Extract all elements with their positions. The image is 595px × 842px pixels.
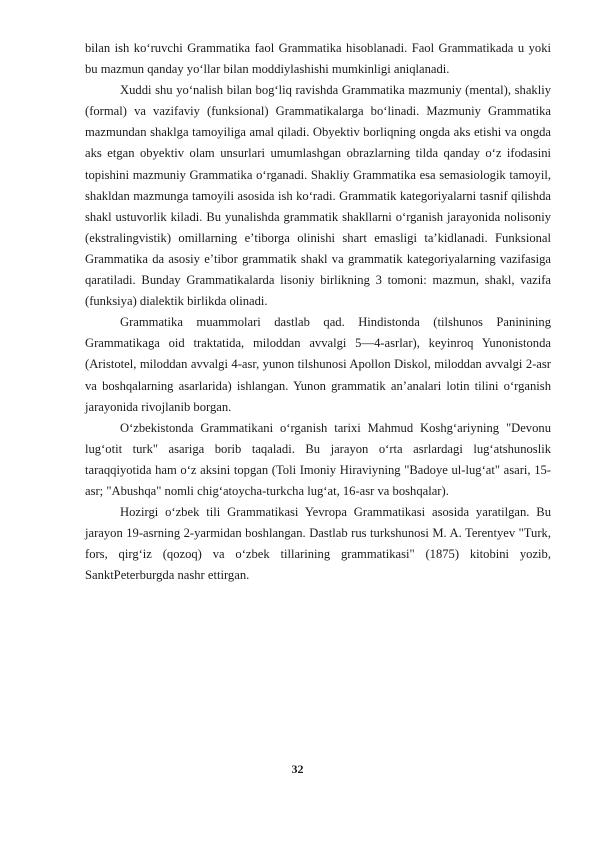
paragraph-grammar-types: Xuddi shu yoʻnalish bilan bogʻliq ravishda Grammatika mazmuniy (mental), shakliy (formal) va vazifaviy (funksional) Grammatikalarga boʻlinadi. Mazmuniy Grammatika mazmundan shaklga tamoyiliga amal qiladi. Obyektiv borliqning ongda aks etishi va ongda aks etgan obyektiv olam unsurlari umumlashgan obrazlarning tilda qanday oʻz ifodasini topishini mazmuniy Grammatika oʻrganadi. Shakliy Grammatika esa semasiologik tamoyil, shakldan mazmunga tamoyili asosida ish koʻradi. Grammatik kategoriyalarni tasnif qilishda shakl ustuvorlik kiladi. Bu yunalishda grammatik shakllarni oʻrganish jarayonida nolisoniy (ekstralingvistik) omillarning eʼtiborga olinishi shart emasligi taʼkidlanadi. Funksional Grammatika da asosiy eʼtibor grammatik shakl va grammatik kategoriyalarning vazifasiga qaratiladi. Bunday Grammatikalarda lisoniy birlikning 3 tomoni: mazmun, shakl, vazifa (funksiya) dialektik birlikda olinadi. <box>85 83 551 309</box>
document-page <box>85 38 551 586</box>
paragraph-modern-uzbek: Hozirgi oʻzbek tili Grammatikasi Yevropa Grammatikasi asosida yaratilgan. Bu jarayon 19-asrning 2-yarmidan boshlangan. Dastlab rus turkshunosi M. A. Terentyev "Turk, fors, qirgʻiz (qozoq) va oʻzbek tillarining grammatikasi" (1875) kitobini yozib, SanktPeterburgda nashr ettirgan. <box>85 505 551 583</box>
paragraph-grammar-history: Grammatika muammolari dastlab qad. Hindistonda (tilshunos Paninining Grammatikaga oid traktatida, miloddan avvalgi 5—4-asrlar), keyinroq Yunonistonda (Aristotel, miloddan avvalgi 4-asr, yunon tilshunosi Apollon Diskol, miloddan avvalgi 2-asr va boshqalarning asarlarida) ishlangan. Yunon grammatik anʼanalari lotin tilini oʻrganish jarayonida rivojlanib borgan. <box>85 315 551 414</box>
paragraph-uzbekistan-history: Oʻzbekistonda Grammatikani oʻrganish tarixi Mahmud Koshgʻariyning "Devonu lugʻotit turk" asariga borib taqaladi. Bu jarayon oʻrta asrlardagi lugʻatshunoslik taraqqiyotida ham oʻz aksini topgan (Toli Imoniy Hiraviyning "Badoye ul-lugʻat" asari, 15-asr; "Abushqa" nomli chigʻatoycha-turkcha lugʻat, 16-asr va boshqalar). <box>85 420 551 498</box>
page-number: 32 <box>291 762 304 776</box>
paragraph-continuation: bilan ish koʻruvchi Grammatika faol Grammatika hisoblanadi. Faol Grammatikada u yoki bu mazmun qanday yoʻllar bilan moddiylashishi mumkinligi aniqlanadi. <box>85 41 551 77</box>
